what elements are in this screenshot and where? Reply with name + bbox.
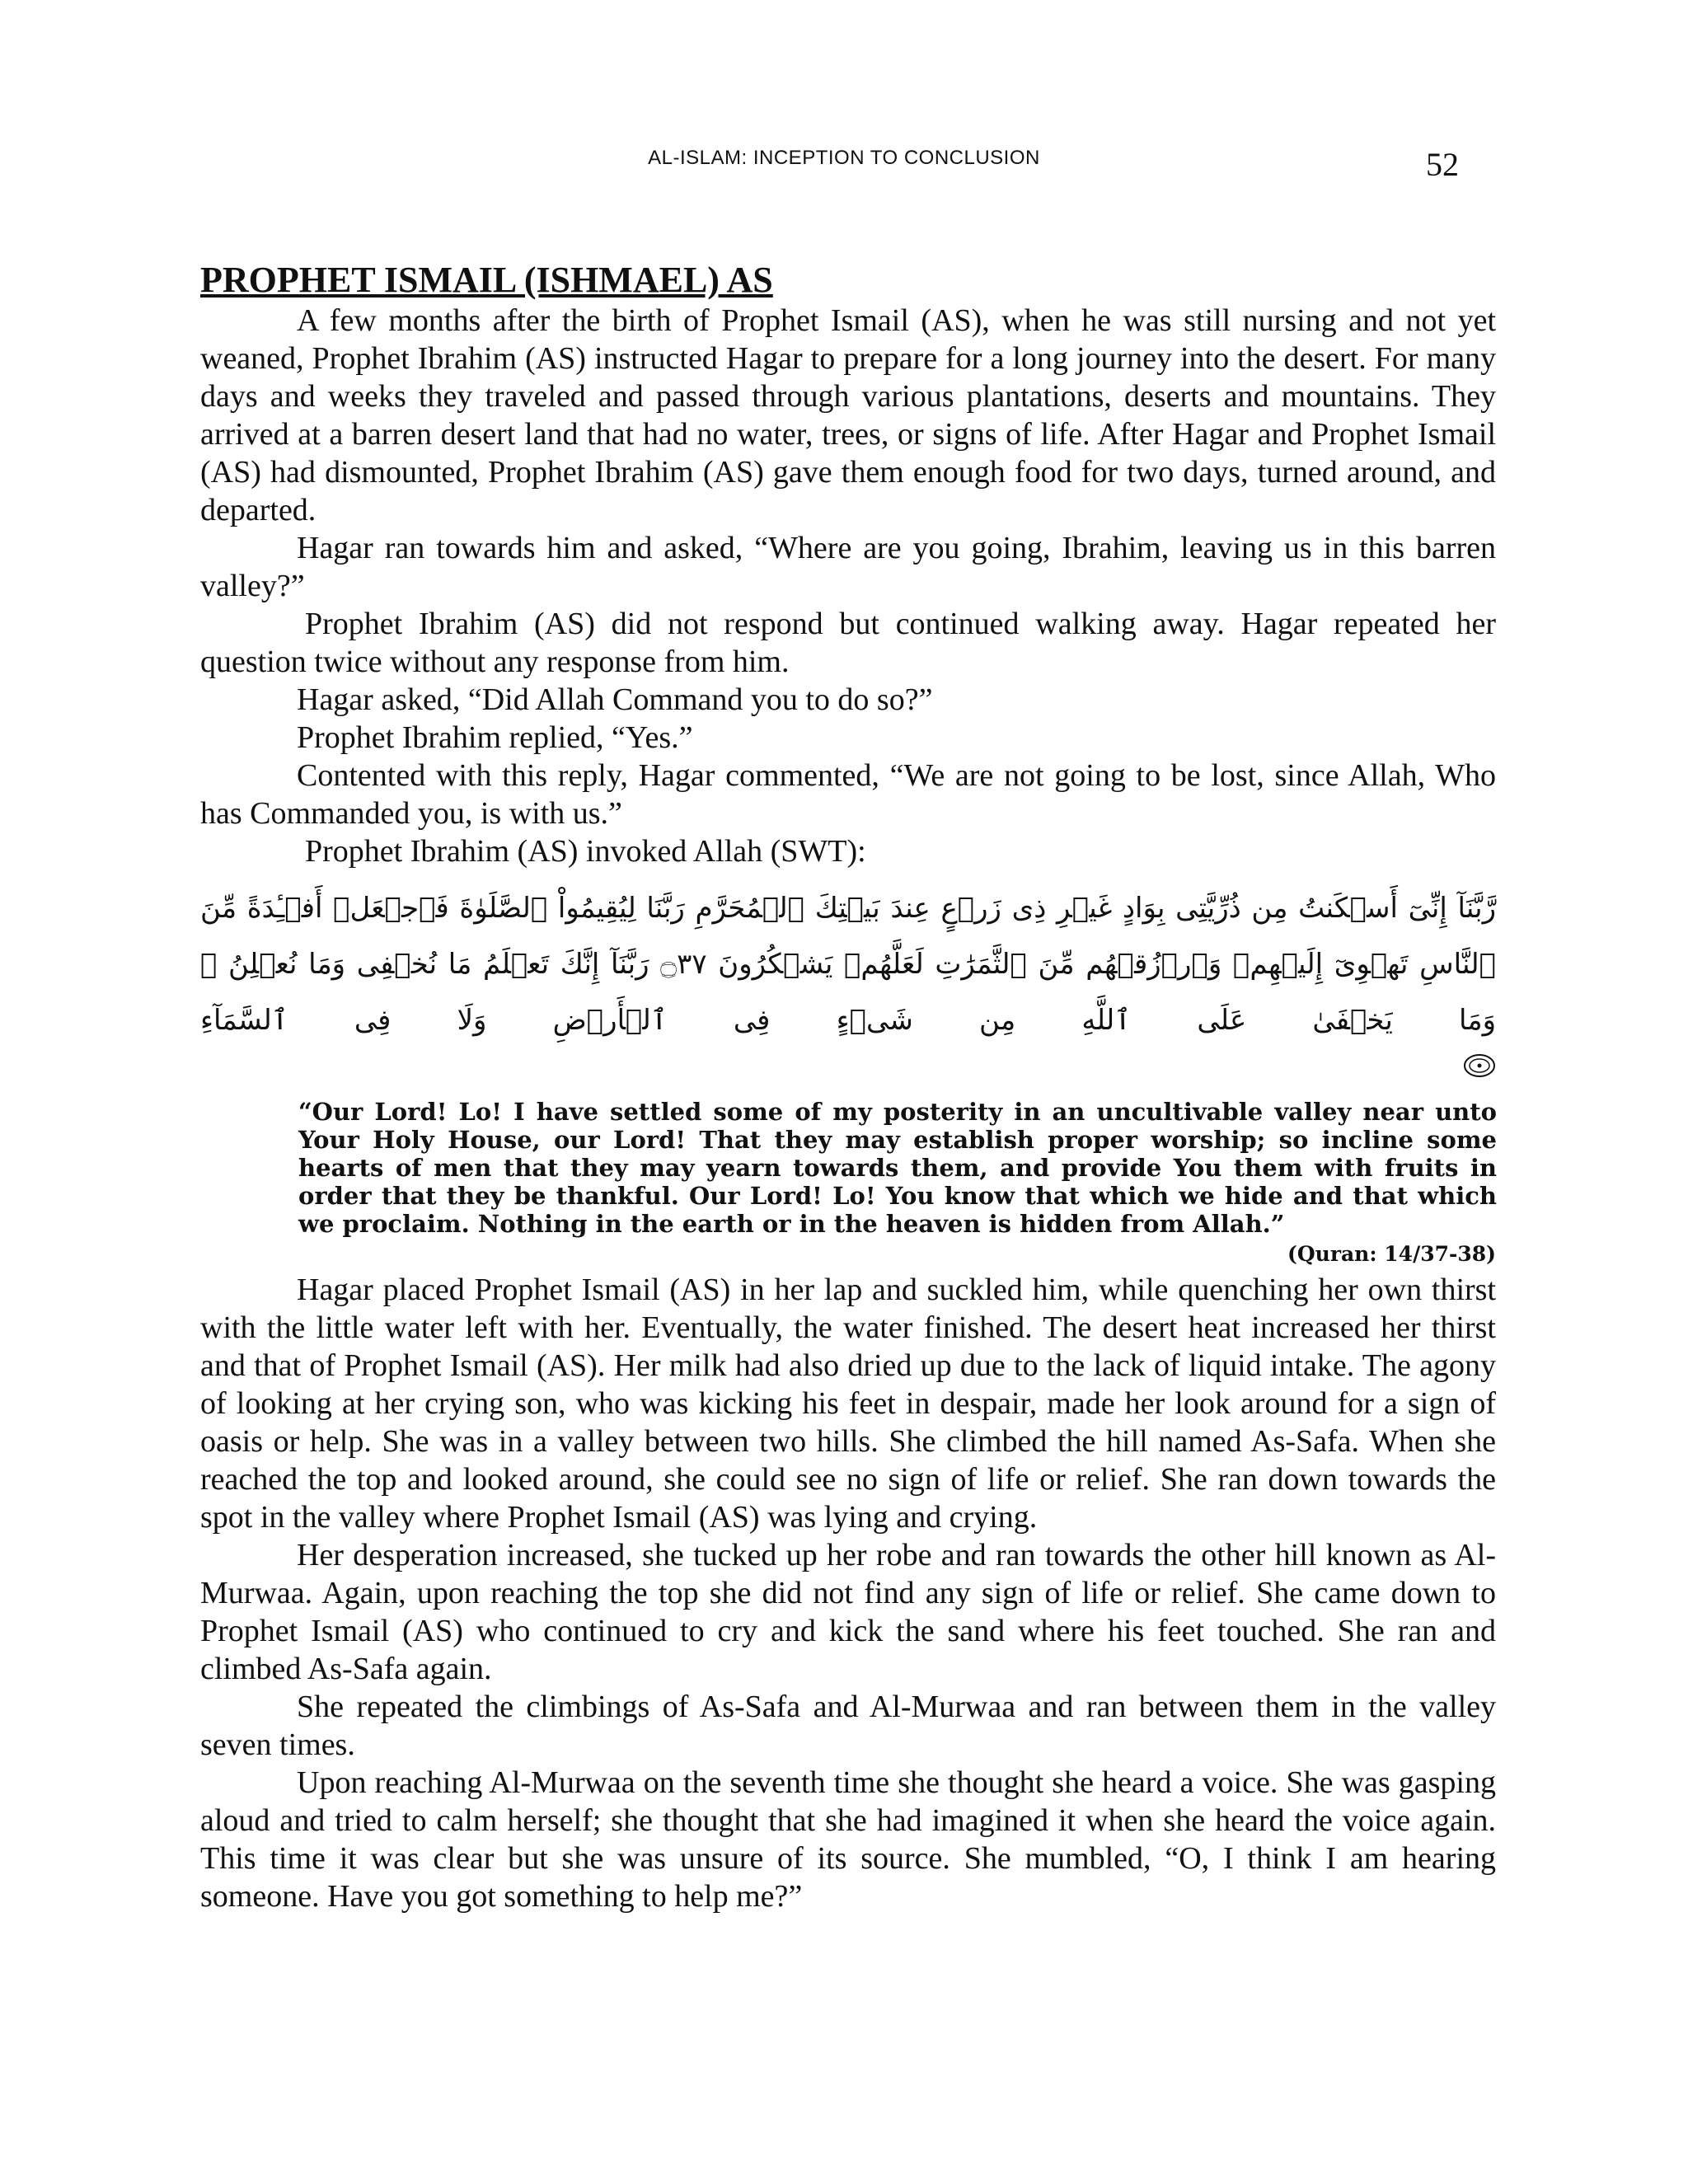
paragraph: Her desperation increased, she tucked up her robe and ran towards the other hill known as Al-Murwaa. Again, upon reaching the top she did not find any sign of life or relief. She came down to Prophet Ismail (AS) who continued to cry and kick the sand where his feet touched. She ran and climbed As-Safa again. xyxy=(200,1538,1496,1686)
page-number: 52 xyxy=(1426,146,1459,183)
paragraph: Hagar ran towards him and asked, “Where are you going, Ibrahim, leaving us in this barren valley?” xyxy=(200,531,1496,603)
paragraph: A few months after the birth of Prophet Ismail (AS), when he was still nursing and not yet weaned, Prophet Ibrahim (AS) instructed Hagar to prepare for a long journey into the desert. For many days and weeks they traveled and passed through various plantations, deserts and mountains. They arrived at a barren desert land that had no water, trees, or signs of life. After Hagar and Prophet Ismail (AS) had dismounted, Prophet Ibrahim (AS) gave them enough food for two days, turned around, and departed. xyxy=(200,303,1496,527)
paragraph: Prophet Ibrahim (AS) did not respond but continued walking away. Hagar repeated her question twice without any response from him. xyxy=(200,607,1496,679)
page-body xyxy=(200,259,1496,1915)
paragraph: Prophet Ibrahim replied, “Yes.” xyxy=(297,720,693,755)
section-heading: PROPHET ISMAIL (ISHMAEL) AS xyxy=(200,260,773,300)
paragraph: Hagar asked, “Did Allah Command you to do so?” xyxy=(297,682,933,717)
running-header: AL-ISLAM: INCEPTION TO CONCLUSION xyxy=(648,147,1040,169)
paragraph: Contented with this reply, Hagar commented, “We are not going to be lost, since Allah, Who has Commanded you, is with us.” xyxy=(200,758,1496,831)
paragraph: Hagar placed Prophet Ismail (AS) in her lap and suckled him, while quenching her own thirst with the little water left with her. Eventually, the water finished. The desert heat increased her thirst and that of Prophet Ismail (AS). Her milk had also dried up due to the lack of liquid intake. The agony of looking at her crying son, who was kicking his feet in despair, made her look around for a sign of oasis or help. She was in a valley between two hills. She climbed the hill named As-Safa. When she reached the top and looked around, she could see no sign of life or relief. She ran down towards the spot in the valley where Prophet Ismail (AS) was lying and crying. xyxy=(200,1272,1496,1535)
paragraph: Upon reaching Al-Murwaa on the seventh time she thought she heard a voice. She was gasping aloud and tried to calm herself; she thought that she had imagined it when she heard the voice again. This time it was clear but she was unsure of its source. She mumbled, “O, I think I am hearing someone. Have you got something to help me?” xyxy=(200,1765,1496,1914)
quote-reference: (Quran: 14/37-38) xyxy=(1287,1242,1496,1266)
verse-end-marker-icon xyxy=(1463,1053,1496,1078)
paragraph: Prophet Ibrahim (AS) invoked Allah (SWT): xyxy=(305,834,866,869)
paragraph: She repeated the climbings of As-Safa and Al-Murwaa and ran between them in the valley seven times. xyxy=(200,1690,1496,1762)
arabic-verse: رَّبَّنَآ إِنِّىٓ أَسۡكَنتُ مِن ذُرِّيَّتِى بِوَادٍ غَيۡرِ ذِى زَرۡعٍ عِندَ بَيۡتِكَ ٱلۡمُحَرَّمِ رَبَّنَا لِيُقِيمُواْ ٱلصَّلَوٰةَ فَٱجۡعَلۡ أَفۡـِٔدَةً مِّنَ ٱلنَّاسِ تَهۡوِىٓ إِلَيۡهِمۡ وَٱرۡزُقۡهُم مِّنَ ٱلثَّمَرَٰتِ لَعَلَّهُمۡ يَشۡكُرُونَ ۝٣٧ رَبَّنَآ إِنَّكَ تَعۡلَمُ مَا نُخۡفِى وَمَا نُعۡلِنُ ۗ وَمَا يَخۡفَىٰ عَلَى ٱللَّهِ مِن شَىۡءٍ فِى ٱلۡأَرۡضِ وَلَا فِى ٱلسَّمَآءِ xyxy=(200,892,1496,1037)
quran-translation-quote: “Our Lord! Lo! I have settled some of my posterity in an uncultivable valley near unto Your Holy House, our Lord! That they may establish proper worship; so incline some hearts of men that they may yearn towards them, and provide You them with fruits in order that they be thankful. Our Lord! Lo! You know that which we hide and that which we proclaim. Nothing in the earth or in the heaven is hidden from Allah.” xyxy=(298,1098,1497,1238)
